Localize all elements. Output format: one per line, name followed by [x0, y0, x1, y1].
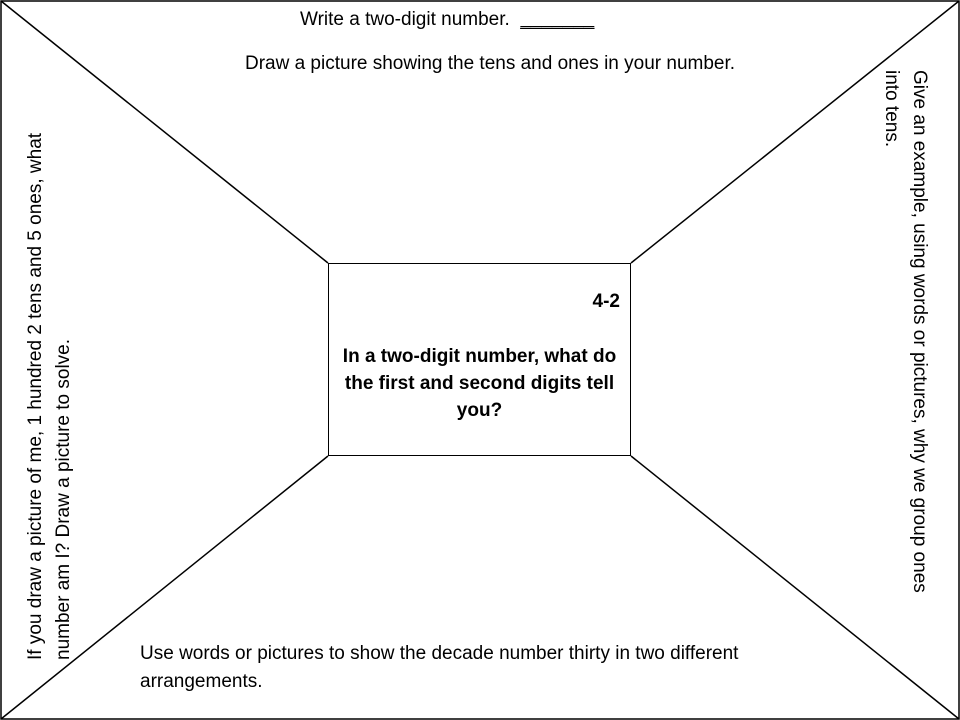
top-prompt-line1 [300, 6, 594, 34]
lesson-number: 4-2 [592, 291, 620, 312]
right-prompt: Give an example, using words or pictures, why we group ones into tens. [881, 70, 930, 593]
answer-blank: _______ [520, 9, 595, 30]
center-question: In a two-digit number, what do the first and second digits tell you? [342, 346, 617, 421]
bottom-prompt: Use words or pictures to show the decade number thirty in two different arrangements. [140, 643, 739, 692]
top-prompt-text: Write a two-digit number. [300, 9, 510, 30]
center-box [328, 263, 631, 456]
top-prompt-line2: Draw a picture showing the tens and ones in your number. [244, 53, 736, 74]
left-prompt: If you draw a picture of me, 1 hundred 2 tens and 5 ones, what number am I? Draw a picture to solve. [25, 132, 74, 660]
